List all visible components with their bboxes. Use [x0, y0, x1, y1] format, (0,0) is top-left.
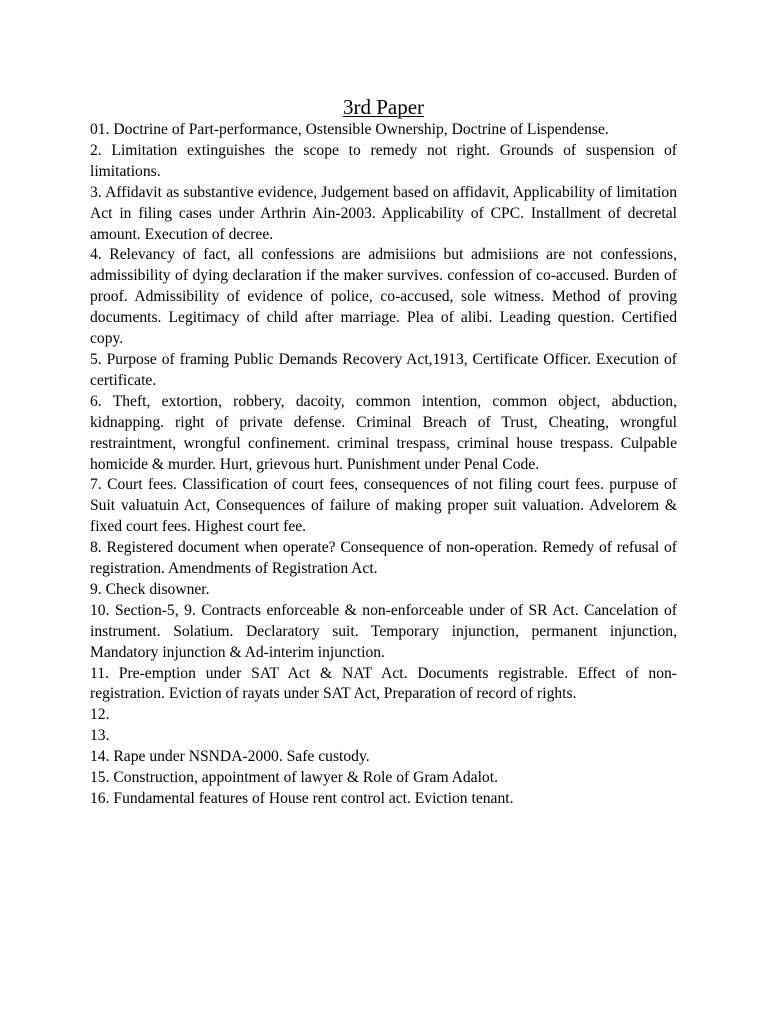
list-item-5: 5. Purpose of framing Public Demands Recovery Act,1913, Certificate Officer. Execution of certificate. — [90, 350, 677, 389]
list-item-6: 6. Theft, extortion, robbery, dacoity, common intention, common object, abduction, kidnapping. right of private defense. Criminal Breach of Trust, Cheating, wrongful restraintment, wrongful confinement. criminal trespass, criminal house trespass. Culpable homicide & murder. Hurt, grievous hurt. Punishment under Penal Code. — [90, 392, 677, 473]
list-item-11: 11. Pre-emption under SAT Act & NAT Act. Documents registrable. Effect of non-registration. Eviction of rayats under SAT Act, Preparation of record of rights. — [90, 664, 677, 703]
list-item-8: 8. Registered document when operate? Consequence of non-operation. Remedy of refusal of registration. Amendments of Registration Act. — [90, 539, 677, 578]
list-item-12: 12. — [90, 706, 110, 724]
list-item-3: 3. Affidavit as substantive evidence, Judgement based on affidavit, Applicability of limitation Act in filing cases under Arthrin Ain-2003. Applicability of CPC. Installment of decretal amount. Execution of decree. — [90, 183, 677, 243]
list-item-13: 13. — [90, 727, 110, 745]
list-item-16: 16. Fundamental features of House rent control act. Eviction tenant. — [90, 790, 514, 807]
page-title: 3rd Paper — [342, 95, 425, 119]
list-item-14: 14. Rape under NSNDA-2000. Safe custody. — [90, 748, 370, 766]
list-item-7: 7. Court fees. Classification of court fees, consequences of not filing court fees. purpuse of Suit valuatuin Act, Consequences of failure of making proper suit valuation. Advelorem & fixed court fees. Highest court fee. — [90, 476, 677, 536]
list-item-4: 4. Relevancy of fact, all confessions are admisiions but admisiions are not confessions, admissibility of dying declaration if the maker survives. confession of co-accused. Burden of proof. Admissibility of evidence of police, co-accused, sole witness. Method of proving documents. Legitimacy of child after marriage. Plea of alibi. Leading question. Certified copy. — [90, 246, 677, 348]
list-item-15: 15. Construction, appointment of lawyer & Role of Gram Adalot. — [90, 769, 498, 787]
list-item-9: 9. Check disowner. — [90, 580, 210, 598]
list-item-10: 10. Section-5, 9. Contracts enforceable & non-enforceable under of SR Act. Cancelation of instrument. Solatium. Declaratory suit. Temporary injunction, permanent injunction, Mandatory injunction & Ad-interim injunction. — [90, 601, 677, 661]
document-body — [90, 94, 677, 810]
list-item-1: 01. Doctrine of Part-performance, Ostensible Ownership, Doctrine of Lispendense. — [90, 121, 609, 138]
list-item-2: 2. Limitation extinguishes the scope to remedy not right. Grounds of suspension of limitations. — [90, 141, 677, 180]
